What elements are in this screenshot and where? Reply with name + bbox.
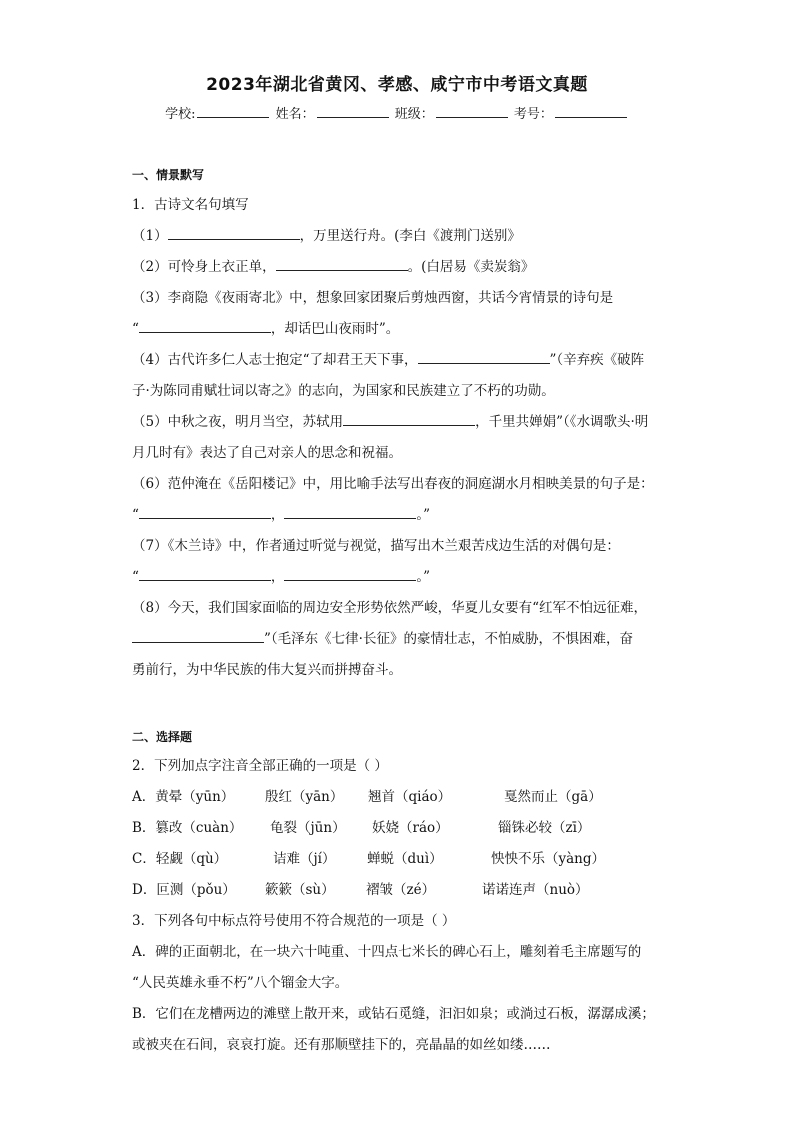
answer-blank[interactable] <box>168 226 300 240</box>
q1-line-10-post: 。” <box>416 507 431 523</box>
q1-line-1-post: ，万里送行舟。(李白《渡荆门送别》 <box>299 228 521 244</box>
option-term: 簌簌（sù） <box>265 882 335 898</box>
option-term: A．黄晕（yūn） <box>132 789 235 805</box>
school-blank[interactable] <box>197 105 269 118</box>
option-term: 戛然而止（gā） <box>504 789 602 805</box>
q1-line-10-pre: “ <box>132 507 139 523</box>
exam-number-blank[interactable] <box>555 105 627 118</box>
q1-line-1 <box>132 224 521 244</box>
q1-line-5-post: ”（辛弃疾《破阵 <box>549 352 645 368</box>
q3-option-b-line-2: 或被夹在石间，哀哀打旋。还有那顺壁挂下的，亮晶晶的如丝如缕…… <box>132 1037 551 1053</box>
q1-line-12 <box>132 565 430 585</box>
school-label: 学校: <box>165 107 196 122</box>
q1-line-1-pre: （1） <box>132 228 168 244</box>
q1-line-10 <box>132 503 430 523</box>
q1-line-5 <box>132 348 644 368</box>
q3-option-a-line-2: “人民英雄永垂不朽”八个镏金大字。 <box>132 975 349 991</box>
answer-blank[interactable] <box>139 567 271 581</box>
q1-line-10-mid: ， <box>270 507 285 523</box>
section-heading-1: 一、情景默写 <box>132 168 205 182</box>
q1-line-15: 勇前行，为中华民族的伟大复兴而拼搏奋斗。 <box>132 662 402 678</box>
q1-line-4-pre: “ <box>132 321 139 337</box>
student-info-line <box>0 103 794 122</box>
q1-line-2-post: 。(白居易《卖炭翁》 <box>407 259 535 275</box>
section-heading-2: 二、选择题 <box>132 730 193 744</box>
answer-blank[interactable] <box>343 412 475 426</box>
question-1-stem: 1．古诗文名句填写 <box>132 197 249 213</box>
name-label: 姓名： <box>275 107 315 122</box>
q1-line-12-pre: “ <box>132 569 139 585</box>
q1-line-5-pre: （4）古代许多仁人志士抱定“了却君王天下事， <box>132 352 418 368</box>
option-term: 诺诺连声（nuò） <box>482 882 589 898</box>
q1-line-12-mid: ， <box>270 569 285 585</box>
option-term: 蝉蜕（duì） <box>367 851 443 867</box>
q1-line-6: 子·为陈同甫赋壮词以寄之》的志向，为国家和民族建立了不朽的功勋。 <box>132 383 555 399</box>
q1-line-4 <box>132 317 399 337</box>
option-term: 殷红（yān） <box>265 789 344 805</box>
question-3-stem: 3．下列各句中标点符号使用不符合规范的一项是（ ） <box>132 913 456 929</box>
q1-line-14-post: ”（毛泽东《七律·长征》的豪情壮志，不怕威胁，不惧困难，奋 <box>264 631 633 647</box>
q1-line-4-post: ，却话巴山夜雨时”。 <box>270 321 400 337</box>
q1-line-11: （7）《木兰诗》中，作者通过听觉与视觉，描写出木兰艰苦戍边生活的对偶句是： <box>132 538 620 554</box>
answer-blank[interactable] <box>276 257 408 271</box>
option-term: 翘首（qiáo） <box>368 789 452 805</box>
class-label: 班级： <box>394 107 434 122</box>
q1-line-3: （3）李商隐《夜雨寄北》中，想象回家团聚后剪烛西窗，共话今宵情景的诗句是 <box>132 290 614 306</box>
option-term: 龟裂（jūn） <box>270 820 346 836</box>
answer-blank[interactable] <box>132 629 264 643</box>
option-term: 锱铢必较（zī） <box>498 820 591 836</box>
answer-blank[interactable] <box>139 319 271 333</box>
option-term: 褶皱（zé） <box>366 882 436 898</box>
option-term: B．篡改（cuàn） <box>132 820 243 836</box>
option-term: 怏怏不乐（yàng） <box>491 851 606 867</box>
answer-blank[interactable] <box>139 505 271 519</box>
option-term: 妖娆（ráo） <box>372 820 449 836</box>
page-title: 2023年湖北省黄冈、孝感、咸宁市中考语文真题 <box>206 75 588 95</box>
class-blank[interactable] <box>436 105 508 118</box>
answer-blank[interactable] <box>418 350 550 364</box>
q1-line-12-post: 。” <box>416 569 431 585</box>
q1-line-7 <box>132 410 648 430</box>
q3-option-b-line-1[interactable]: B．它们在龙槽两边的滩壁上散开来，或钻石觅缝，汩汩如泉；或淌过石板，潺潺成溪； <box>132 1006 655 1022</box>
name-blank[interactable] <box>317 105 389 118</box>
option-term: D．叵测（pǒu） <box>132 882 236 898</box>
q1-line-14 <box>132 627 633 647</box>
option-term: C．轻觑（qù） <box>132 851 228 867</box>
option-term: 诘难（jí） <box>273 851 336 867</box>
q1-line-2-pre: （2）可怜身上衣正单， <box>132 259 276 275</box>
q1-line-7-post: ，千里共婵娟”（《水调歌头·明 <box>475 414 649 430</box>
q1-line-9: （6）范仲淹在《岳阳楼记》中，用比喻手法写出春夜的洞庭湖水月相映美景的句子是： <box>132 476 654 492</box>
answer-blank[interactable] <box>284 505 416 519</box>
q1-line-8: 月几时有》表达了自己对亲人的思念和祝福。 <box>132 445 402 461</box>
answer-blank[interactable] <box>284 567 416 581</box>
q3-option-a-line-1[interactable]: A．碑的正面朝北，在一块六十吨重、十四点七米长的碑心石上，雕刻着毛主席题写的 <box>132 944 642 960</box>
exam-number-label: 考号： <box>513 107 553 122</box>
q1-line-7-pre: （5）中秋之夜，明月当空，苏轼用 <box>132 414 344 430</box>
question-2-stem: 2．下列加点字注音全部正确的一项是（ ） <box>132 758 388 774</box>
q1-line-2 <box>132 255 534 275</box>
q1-line-13: （8）今天，我们国家面临的周边安全形势依然严峻，华夏儿女要有“红军不怕远征难， <box>132 600 647 616</box>
